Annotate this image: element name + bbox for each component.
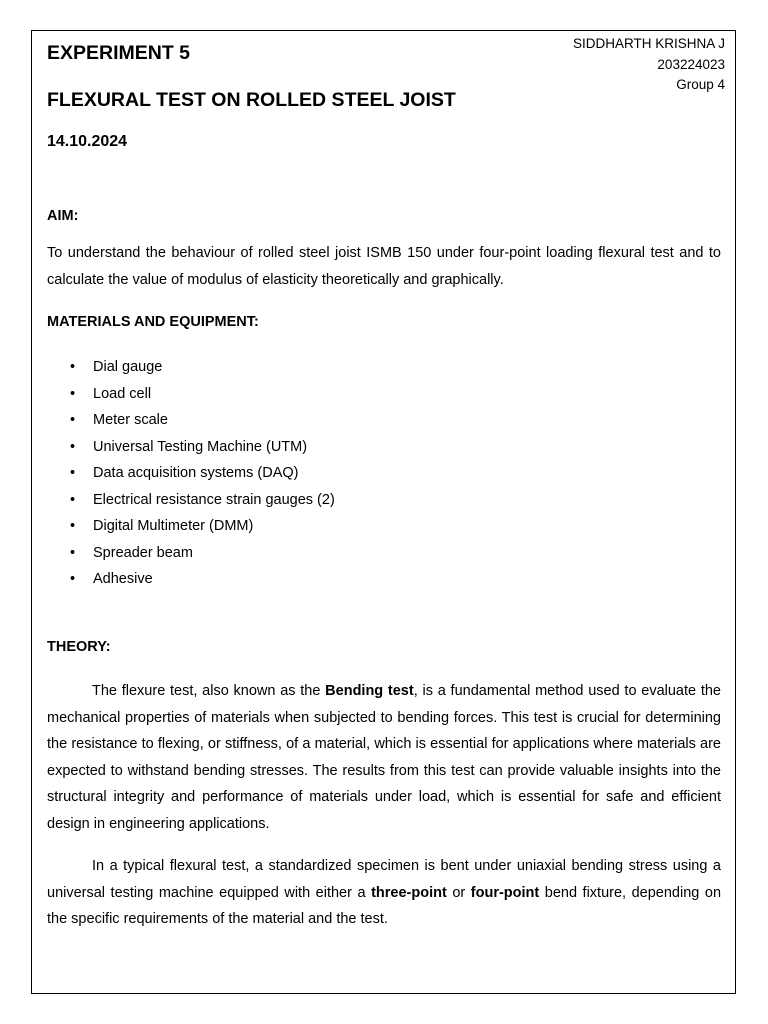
theory-p2-text-start: In a typical flexural test, a standardized specimen is bent under uniaxial bending stress using a universal testing machine equipped with either a: [47, 858, 721, 901]
aim-text: To understand the behaviour of rolled steel joist ISMB 150 under four-point loading flexural test and to calculate the value of modulus of elasticity theoretically and graphically.: [47, 245, 721, 288]
material-item: [47, 460, 335, 487]
material-item-label: Load cell: [93, 385, 152, 402]
author-name: SIDDHARTH KRISHNA J: [572, 36, 725, 51]
material-item: [47, 434, 335, 461]
experiment-date: 14.10.2024: [47, 133, 128, 150]
material-item-label: Meter scale: [93, 412, 168, 428]
bullet-icon: •: [70, 571, 76, 587]
theory-p1-text-end: , is a fundamental method used to evaluate the mechanical properties of materials when subjected to bending forces. This test is crucial for determining the resistance to flexing, or stiffness, of a material, which is essential for applications where materials are expected to withstand bending stresses. The results from this test can provide valuable insights into the structural integrity and performance of materials under load, which is essential for safe and efficient design in engineering applications.: [47, 683, 722, 832]
theory-heading: THEORY:: [47, 639, 111, 655]
three-point-term: three-point: [371, 884, 447, 901]
bullet-icon: •: [70, 491, 76, 508]
bullet-icon: •: [70, 359, 76, 375]
material-item-label: Universal Testing Machine (UTM): [93, 438, 308, 455]
experiment-number: EXPERIMENT 5: [47, 42, 191, 64]
material-item: [47, 566, 335, 593]
experiment-title: FLEXURAL TEST ON ROLLED STEEL JOIST: [47, 89, 456, 111]
four-point-term: four-point: [470, 884, 540, 901]
theory-paragraph-1: [47, 678, 721, 837]
materials-list: [47, 354, 335, 593]
theory-paragraph-2: [47, 853, 721, 933]
author-block: [573, 34, 725, 96]
material-item: [47, 381, 335, 408]
bullet-icon: •: [70, 465, 76, 481]
material-item: [47, 354, 335, 381]
theory-p2-text-end: bend fixture, depending on the specific requirements of the material and the test.: [47, 884, 722, 927]
material-item: [47, 513, 335, 540]
roll-number: 203224023: [657, 56, 725, 72]
material-item: [47, 487, 335, 514]
aim-heading: AIM:: [47, 208, 79, 224]
group-label: Group 4: [676, 77, 725, 92]
materials-heading: MATERIALS AND EQUIPMENT:: [47, 314, 259, 330]
material-item-label: Adhesive: [93, 571, 153, 587]
bending-test-term: Bending test: [325, 683, 414, 699]
material-item: [47, 540, 335, 567]
bullet-icon: •: [70, 518, 76, 534]
material-item-label: Data acquisition systems (DAQ): [93, 465, 299, 481]
bullet-icon: •: [70, 438, 76, 455]
theory-p2-text-mid: or: [446, 884, 471, 901]
material-item-label: Electrical resistance strain gauges (2): [93, 491, 335, 508]
theory-p1-text-start: The flexure test, also known as the: [92, 683, 326, 699]
material-item-label: Spreader beam: [93, 544, 193, 561]
bullet-icon: •: [70, 544, 76, 561]
material-item-label: Dial gauge: [93, 359, 163, 375]
material-item-label: Digital Multimeter (DMM): [93, 518, 254, 534]
bullet-icon: •: [70, 385, 76, 402]
bullet-icon: •: [70, 412, 76, 428]
material-item: [47, 407, 335, 434]
